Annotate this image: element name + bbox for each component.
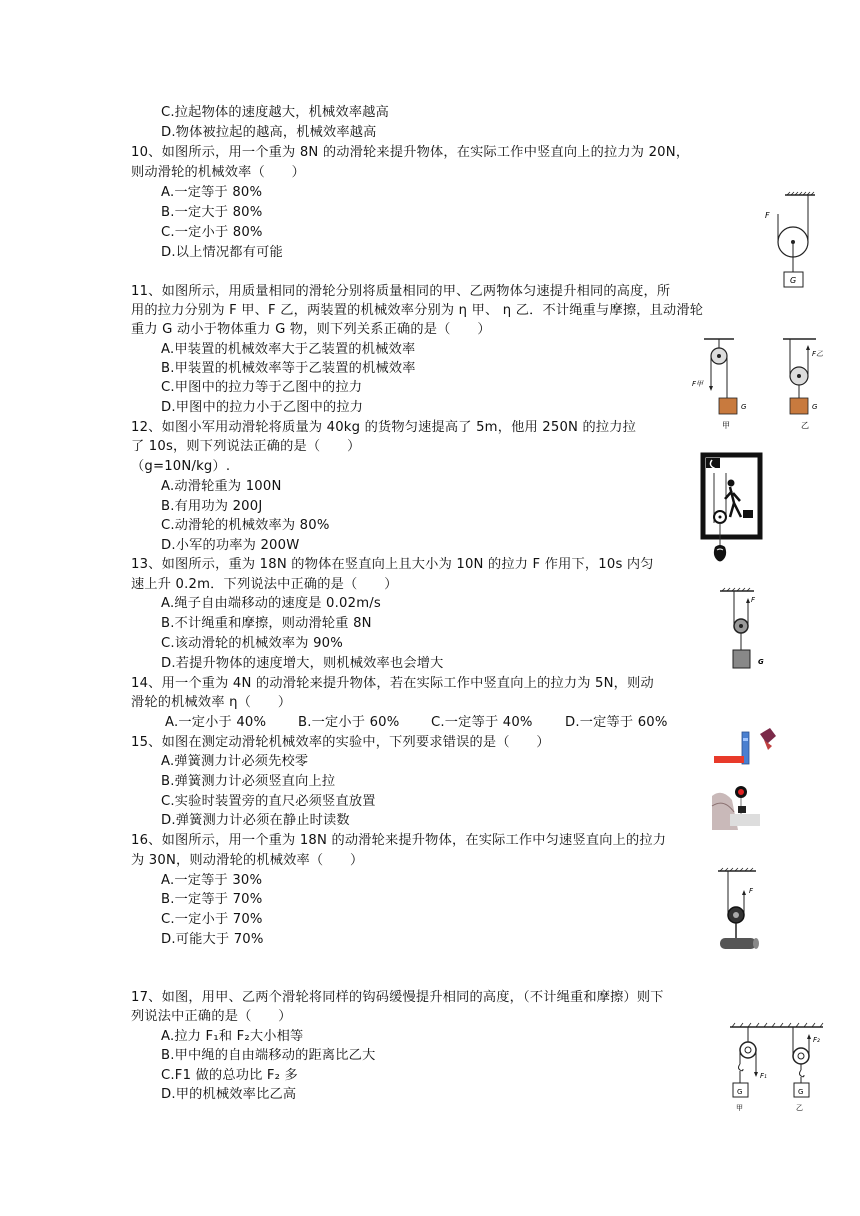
q10-option-c: C.一定小于 80% <box>161 225 263 240</box>
q15-option-d: D.弹簧测力计必须在静止时读数 <box>161 813 350 828</box>
q15-option-c: C.实验时装置旁的直尺必须竖直放置 <box>161 794 376 809</box>
q14-option-d: D.一定等于 60% <box>565 715 668 730</box>
q16-option-d: D.可能大于 70% <box>161 932 264 947</box>
q17-fig-weight-jia-label: G <box>737 1088 743 1096</box>
q9-option-c: C.拉起物体的速度越大，机械效率越高 <box>161 105 389 120</box>
q17-stem-line2: 列说法中正确的是（ ） <box>131 1009 292 1024</box>
q10-option-d: D.以上情况都有可能 <box>161 245 283 260</box>
q15-experiment-figure <box>712 726 782 830</box>
q17-fig-weight-yi-label: G <box>798 1088 804 1096</box>
q13-pulley-figure <box>718 588 773 676</box>
q16-stem-line1: 16、如图所示，用一个重为 18N 的动滑轮来提升物体，在实际工作中匀速竖直向上的拉力 <box>131 833 667 848</box>
q12-stem-line3: （g=10N/kg）. <box>131 459 231 474</box>
q10-fig-weight-label: G <box>790 276 797 285</box>
q13-option-c: C.该动滑轮的机械效率为 90% <box>161 636 343 651</box>
q11-stem-line2: 用的拉力分别为 F 甲、F 乙，两装置的机械效率分别为 η 甲、 η 乙．不计绳重与摩擦，且动滑轮 <box>131 303 704 318</box>
q17-option-a: A.拉力 F₁和 F₂大小相等 <box>161 1029 304 1044</box>
q17-fig-force2-label: F₂ <box>813 1036 820 1044</box>
q17-stem-line1: 17、如图，用甲、乙两个滑轮将同样的钩码缓慢提升相同的高度，（不计绳重和摩擦）则下 <box>131 990 664 1005</box>
q16-option-c: C.一定小于 70% <box>161 912 263 927</box>
q9-option-d: D.物体被拉起的越高，机械效率越高 <box>161 125 377 140</box>
q13-stem-line1: 13、如图所示，重为 18N 的物体在竖直向上且大小为 10N 的拉力 F 作用下，10s 内匀 <box>131 557 654 572</box>
q17-pulley-figures <box>728 1022 828 1118</box>
q13-option-b: B.不计绳重和摩擦，则动滑轮重 8N <box>161 616 372 631</box>
q11-fig-force-jia-label: F甲 <box>692 380 704 388</box>
q12-option-d: D.小军的功率为 200W <box>161 538 300 553</box>
q13-fig-force-label: F <box>751 596 756 604</box>
q12-option-b: B.有用功为 200J <box>161 499 263 514</box>
q14-option-b: B.一定小于 60% <box>298 715 400 730</box>
q11-stem-line1: 11、如图所示，用质量相同的滑轮分别将质量相同的甲、乙两物体匀速提升相同的高度，所 <box>131 284 671 299</box>
q11-fig-weight-jia-label: G <box>741 403 747 411</box>
q12-option-a: A.动滑轮重为 100N <box>161 479 282 494</box>
q11-option-a: A.甲装置的机械效率大于乙装置的机械效率 <box>161 342 416 357</box>
q17-option-b: B.甲中绳的自由端移动的距离比乙大 <box>161 1048 376 1063</box>
q14-option-c: C.一定等于 40% <box>431 715 533 730</box>
q11-fig-yi-caption: 乙 <box>801 421 809 430</box>
q10-option-a: A.一定等于 80% <box>161 185 263 200</box>
q15-option-b: B.弹簧测力计必须竖直向上拉 <box>161 774 336 789</box>
q16-stem-line2: 为 30N，则动滑轮的机械效率（ ） <box>131 853 364 868</box>
q14-stem-line1: 14、用一个重为 4N 的动滑轮来提升物体，若在实际工作中竖直向上的拉力为 5N，则动 <box>131 676 654 691</box>
q14-stem-line2: 滑轮的机械效率 η（ ） <box>131 695 292 710</box>
q11-fig-weight-yi-label: G <box>812 403 818 411</box>
q12-stem-line1: 12、如图小军用动滑轮将质量为 40kg 的货物匀速提高了 5m，他用 250N 的拉力拉 <box>131 420 637 435</box>
q11-option-b: B.甲装置的机械效率等于乙装置的机械效率 <box>161 361 416 376</box>
q11-stem-line3: 重力 G 动小于物体重力 G 物，则下列关系正确的是（ ） <box>131 322 491 337</box>
q12-option-c: C.动滑轮的机械效率为 80% <box>161 518 330 533</box>
q10-fig-force-label: F <box>765 211 770 220</box>
q13-option-d: D.若提升物体的速度增大，则机械效率也会增大 <box>161 656 444 671</box>
q12-worker-pulley-figure <box>703 455 763 570</box>
q13-stem-line2: 速上升 0.2m．下列说法中正确的是（ ） <box>131 577 398 592</box>
q13-option-a: A.绳子自由端移动的速度是 0.02m/s <box>161 596 381 611</box>
q10-stem-line1: 10、如图所示，用一个重为 8N 的动滑轮来提升物体，在实际工作中竖直向上的拉力为 20N， <box>131 145 690 160</box>
q10-option-b: B.一定大于 80% <box>161 205 263 220</box>
q17-option-d: D.甲的机械效率比乙高 <box>161 1087 297 1102</box>
q10-stem-line2: 则动滑轮的机械效率（ ） <box>131 165 306 180</box>
q12-stem-line2: 了 10s，则下列说法正确的是（ ） <box>131 439 361 454</box>
q11-fig-jia-caption: 甲 <box>722 421 730 430</box>
q11-pulley-figures <box>688 336 833 436</box>
q13-fig-weight-label: G <box>758 658 764 666</box>
q16-pulley-figure <box>716 868 766 954</box>
q17-fig-force1-label: F₁ <box>760 1072 767 1080</box>
q16-option-a: A.一定等于 30% <box>161 873 263 888</box>
q14-option-a: A.一定小于 40% <box>165 715 267 730</box>
q10-pulley-figure <box>765 192 825 292</box>
q17-fig-jia-caption: 甲 <box>736 1104 743 1112</box>
q17-option-c: C.F1 做的总功比 F₂ 多 <box>161 1068 298 1083</box>
q15-stem-line1: 15、如图在测定动滑轮机械效率的实验中，下列要求错误的是（ ） <box>131 735 550 750</box>
q17-fig-yi-caption: 乙 <box>796 1104 803 1112</box>
q16-fig-force-label: F <box>749 887 754 895</box>
q11-fig-force-yi-label: F乙 <box>812 350 824 358</box>
q16-option-b: B.一定等于 70% <box>161 892 263 907</box>
q11-option-c: C.甲图中的拉力等于乙图中的拉力 <box>161 380 363 395</box>
q15-option-a: A.弹簧测力计必须先校零 <box>161 754 309 769</box>
q11-option-d: D.甲图中的拉力小于乙图中的拉力 <box>161 400 364 415</box>
